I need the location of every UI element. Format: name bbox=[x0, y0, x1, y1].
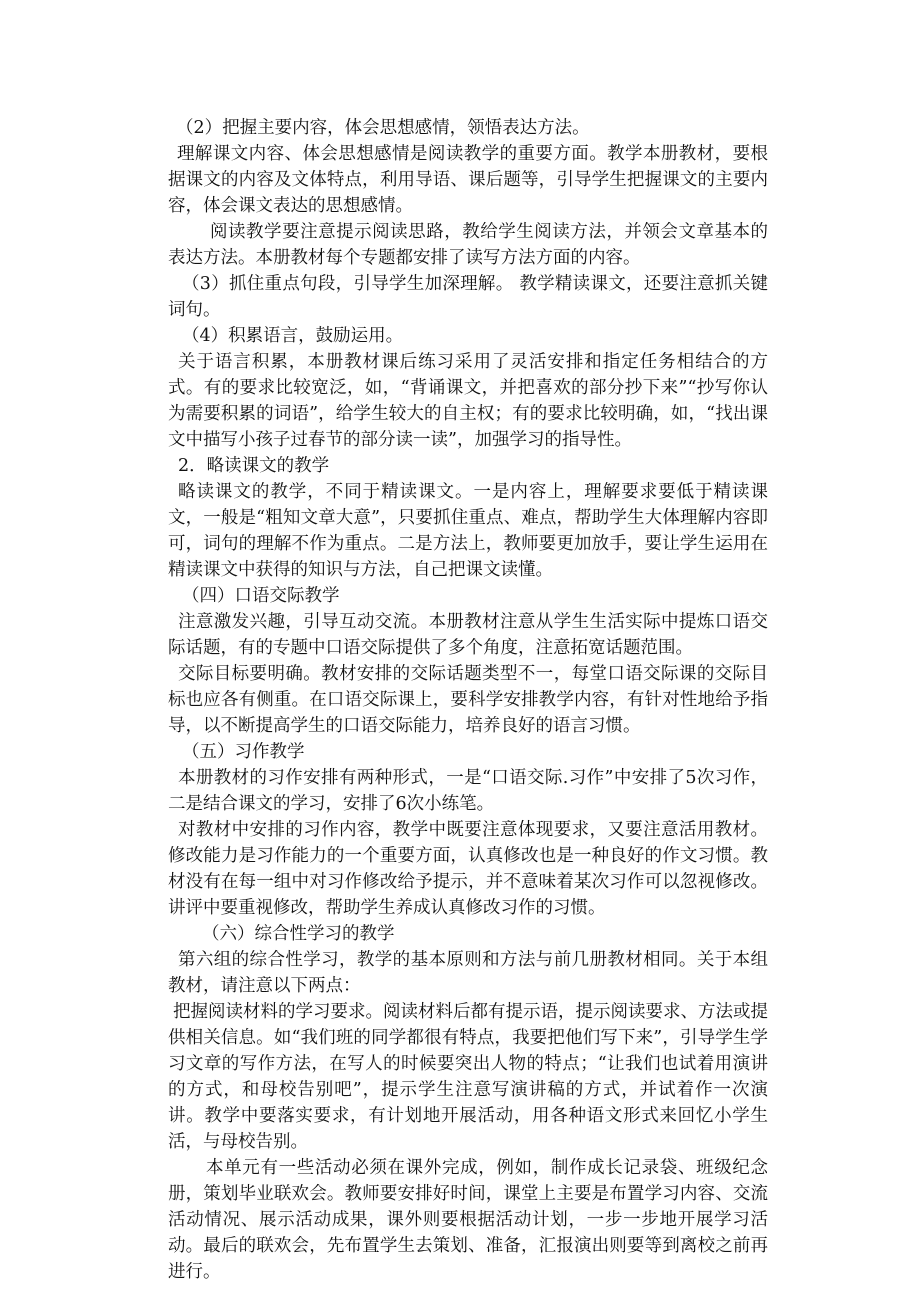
paragraph-reading-guidance: 阅读教学要注意提示阅读思路，教给学生阅读方法，并领会文章基本的表达方法。本册教材每个专题都安排了读写方法方面的内容。 bbox=[168, 222, 768, 268]
paragraph-reading-materials: 把握阅读材料的学习要求。阅读材料后都有提示语，提示阅读要求、方法或提供相关信息。如“我们班的同学都很有特点，我要把他们写下来”，引导学生学习文章的写作方法，在写人的时候要突出人物的特点；“让我们也试着用演讲的方式，和母校告别吧”，提示学生注意写演讲稿的方式，并试着作一次演讲。教学中要落实要求，有计划地开展活动，用各种语文形式来回忆小学生活，与母校告别。 bbox=[168, 1002, 768, 1152]
paragraph-oral-goals: 交际目标要明确。教材安排的交际话题类型不一，每堂口语交际课的交际目标也应各有侧重。在口语交际课上，要科学安排教学内容，有针对性地给予指导，以不断提高学生的口语交际能力，培养良好的语言习惯。 bbox=[168, 664, 768, 736]
paragraph-skim-reading: 略读课文的教学，不同于精读课文。一是内容上，理解要求要低于精读课文，一般是“粗知文章大意”，只要抓住重点、难点，帮助学生大体理解内容即可，词句的理解不作为重点。二是方法上，教师要更加放手，要让学生运用在精读课文中获得的知识与方法，自己把课文读懂。 bbox=[168, 482, 768, 580]
paragraph-language-accumulation: 关于语言积累，本册教材课后练习采用了灵活安排和指定任务相结合的方式。有的要求比较宽泛，如，“背诵课文，并把喜欢的部分抄下来”“抄写你认为需要积累的词语”，给学生较大的自主权；有的要求比较明确，如，“找出课文中描写小孩子过春节的部分读一读”，加强学习的指导性。 bbox=[168, 352, 768, 450]
heading-writing-teaching: （五）习作教学 bbox=[182, 742, 305, 762]
subheading-skim-reading: 2．略读课文的教学 bbox=[178, 456, 330, 476]
paragraph-writing-forms: 本册教材的习作安排有两种形式，一是“口语交际.习作”中安排了5次习作，二是结合课文的学习，安排了6次小练笔。 bbox=[168, 768, 768, 814]
heading-oral-communication: （四）口语交际教学 bbox=[182, 586, 340, 606]
subheading-accumulate-language: （4）积累语言，鼓励运用。 bbox=[182, 326, 404, 346]
heading-comprehensive-learning: （六）综合性学习的教学 bbox=[202, 924, 395, 944]
paragraph-extracurricular: 本单元有一些活动必须在课外完成，例如，制作成长记录袋、班级纪念册，策划毕业联欢会。教师要安排好时间，课堂上主要是布置学习内容、交流活动情况、展示活动成果，课外则要根据活动计划，一步一步地开展学习活动。最后的联欢会，先布置学生去策划、准备，汇报演出则要等到离校之前再进行。 bbox=[168, 1158, 768, 1282]
subheading-key-sentences: （3）抓住重点句段，引导学生加深理解。 教学精读课文，还要注意抓关键词句。 bbox=[168, 274, 768, 320]
paragraph-oral-interest: 注意激发兴趣，引导互动交流。本册教材注意从学生生活实际中提炼口语交际话题，有的专题中口语交际提供了多个角度，注意拓宽话题范围。 bbox=[168, 612, 768, 658]
paragraph-understand-text: 理解课文内容、体会思想感情是阅读教学的重要方面。教学本册教材，要根据课文的内容及文体特点，利用导语、课后题等，引导学生把握课文的主要内容，体会课文表达的思想感情。 bbox=[168, 144, 768, 216]
subheading-grasp-main-content: （2）把握主要内容，体会思想感情，领悟表达方法。 bbox=[176, 118, 590, 138]
paragraph-group-six: 第六组的综合性学习，教学的基本原则和方法与前几册教材相同。关于本组教材，请注意以下两点： bbox=[168, 950, 768, 996]
paragraph-writing-revision: 对教材中安排的习作内容，教学中既要注意体现要求，又要注意活用教材。修改能力是习作能力的一个重要方面，认真修改也是一种良好的作文习惯。教材没有在每一组中对习作修改给予提示，并不意味着某次习作可以忽视修改。讲评中要重视修改，帮助学生养成认真修改习作的习惯。 bbox=[168, 820, 768, 918]
